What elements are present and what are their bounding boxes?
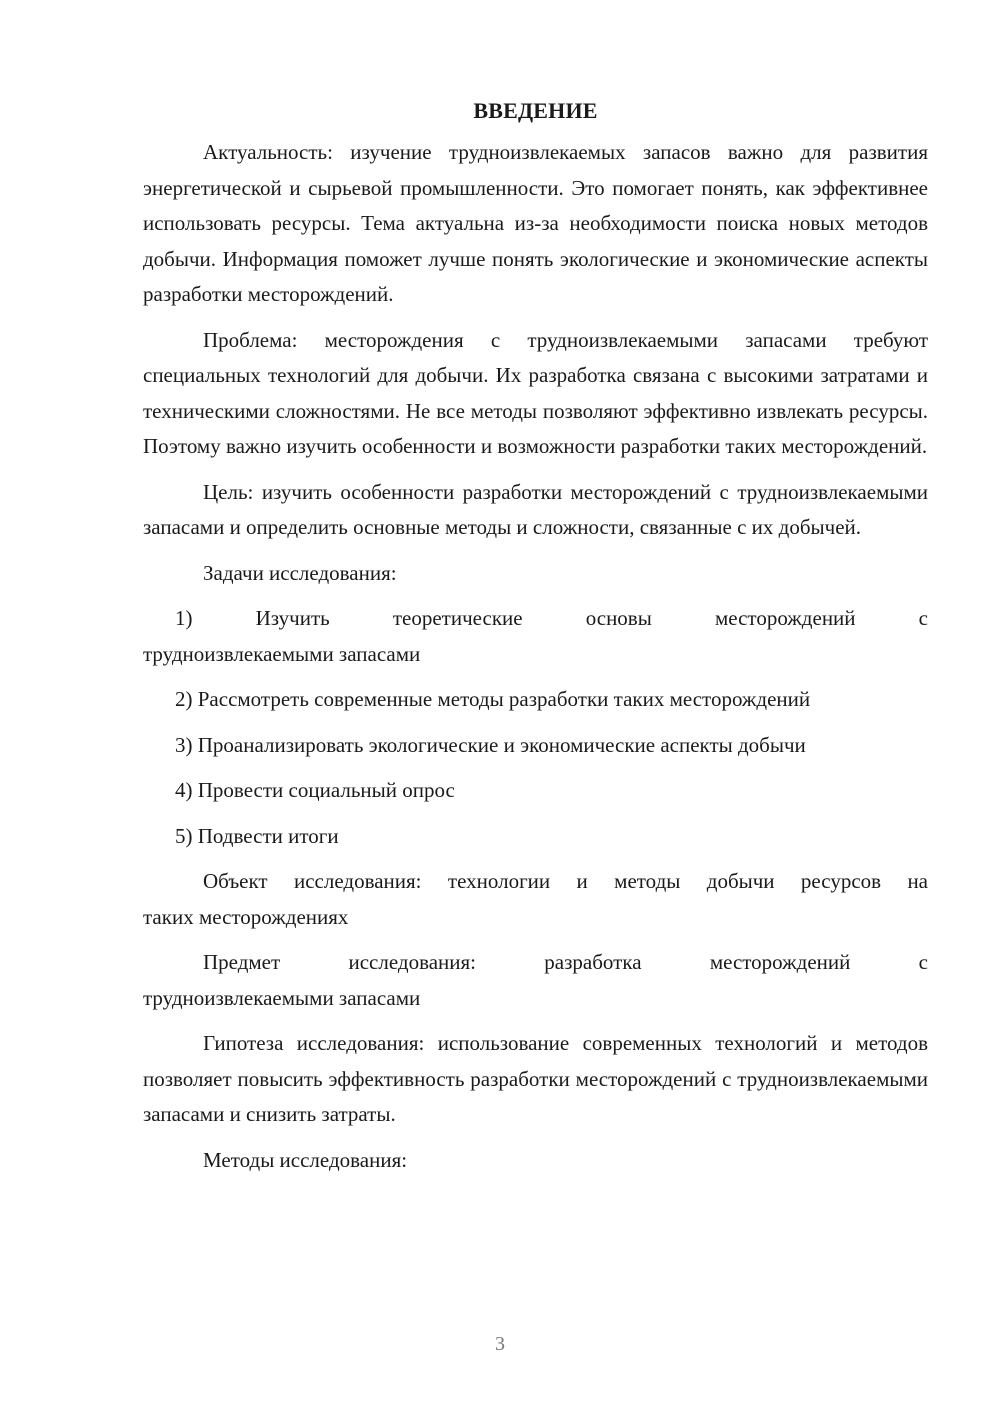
task-item-4: 4) Провести социальный опрос [175, 778, 455, 802]
task-item-5: 5) Подвести итоги [175, 823, 339, 848]
subject-paragraph [143, 945, 928, 1016]
task-item-2: 2) Рассмотреть современные методы разработки таких месторождений [175, 687, 811, 711]
subject-line2: трудноизвлекаемыми запасами [143, 985, 421, 1010]
task-item-1-line1: 1) Изучить теоретические основы месторождений с [175, 606, 928, 630]
task-item-3: 3) Проанализировать экологические и экономические аспекты добычи [175, 732, 806, 757]
object-line2: таких месторождениях [143, 904, 349, 929]
goal-paragraph: Цель: изучить особенности разработки месторождений с трудноизвлекаемыми запасами и определить основные методы и сложности, связанные с их добычей. [143, 479, 928, 539]
section-title: ВВЕДЕНИЕ [473, 98, 598, 123]
tasks-heading: Задачи исследования: [203, 560, 397, 585]
subject-line1: Предмет исследования: разработка месторождений с [203, 950, 928, 974]
task-item-1 [143, 601, 928, 672]
methods-heading: Методы исследования: [203, 1147, 408, 1172]
document-page [143, 95, 928, 1188]
relevance-paragraph: Актуальность: изучение трудноизвлекаемых запасов важно для развития энергетической и сырьевой промышленности. Это помогает понять, как эффективнее использовать ресурсы. Тема актуальна из-за необходимости поиска новых методов добычи. Информация поможет лучше понять экологические и экономические аспекты разработки месторождений. [143, 140, 928, 306]
page-number: 3 [495, 1333, 505, 1355]
object-line1: Объект исследования: технологии и методы добычи ресурсов на [203, 869, 928, 893]
problem-paragraph: Проблема: месторождения с трудноизвлекаемыми запасами требуют специальных технологий для добычи. Их разработка связана с высокими затратами и техническими сложностями. Не все методы позволяют эффективно извлекать ресурсы. Поэтому важно изучить особенности и возможности разработки таких месторождений. [143, 327, 928, 458]
hypothesis-paragraph: Гипотеза исследования: использование современных технологий и методов позволяет повысить эффективность разработки месторождений с трудноизвлекаемыми запасами и снизить затраты. [143, 1031, 928, 1126]
task-item-1-line2: трудноизвлекаемыми запасами [143, 641, 421, 666]
object-paragraph [143, 864, 928, 935]
